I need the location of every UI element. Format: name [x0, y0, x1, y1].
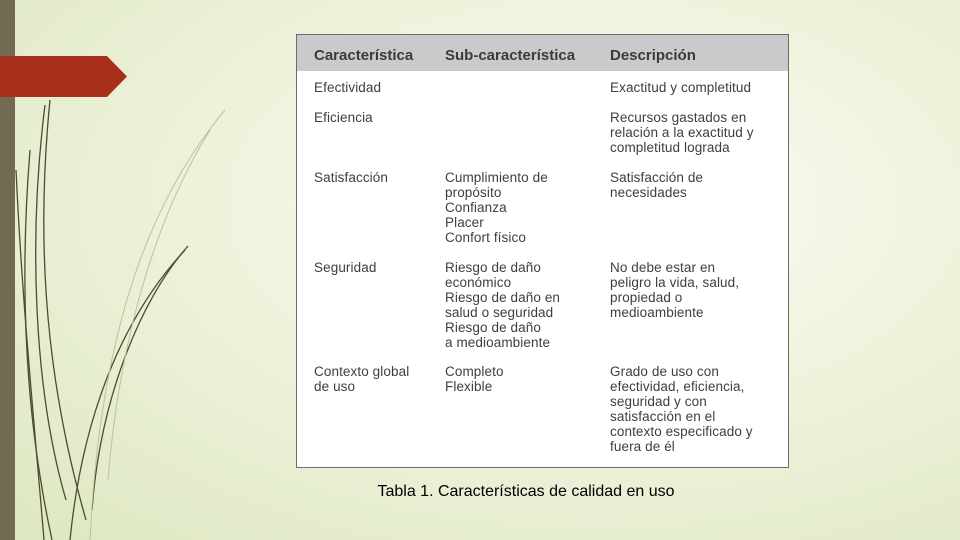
cell-characteristic-eficiencia: Eficiencia: [314, 110, 373, 125]
red-arrow-tab: [0, 56, 128, 97]
quality-in-use-table: [296, 34, 789, 468]
cell-characteristic-satisfaccion: Satisfacción: [314, 170, 388, 185]
cell-sub-seguridad: Riesgo de daño económico Riesgo de daño en salud o seguridad Riesgo de daño a medioambiente: [445, 260, 561, 350]
cell-description-eficiencia: Recursos gastados en relación a la exactitud y completitud lograda: [610, 110, 754, 155]
cell-characteristic-efectividad: Efectividad: [314, 80, 382, 95]
cell-description-efectividad: Exactitud y completitud: [610, 80, 752, 95]
cell-description-contexto-global: Grado de uso con efectividad, eficiencia, seguridad y con satisfacción en el contexto especificado y fuera de él: [610, 364, 753, 454]
table-header: [297, 35, 788, 71]
cell-description-satisfaccion: Satisfacción de necesidades: [610, 170, 704, 200]
cell-sub-satisfaccion: Cumplimiento de propósito Confianza Placer Confort físico: [445, 170, 548, 245]
header-description: Descripción: [610, 47, 696, 64]
cell-characteristic-contexto-global: Contexto global de uso: [314, 364, 410, 394]
table-caption: Tabla 1. Características de calidad en uso: [377, 483, 675, 500]
header-characteristic: Característica: [314, 47, 414, 64]
cell-description-seguridad: No debe estar en peligro la vida, salud, propiedad o medioambiente: [610, 260, 740, 320]
cell-sub-contexto-global: Completo Flexible: [445, 364, 504, 394]
cell-characteristic-seguridad: Seguridad: [314, 260, 377, 275]
header-sub-characteristic: Sub-característica: [445, 47, 576, 64]
